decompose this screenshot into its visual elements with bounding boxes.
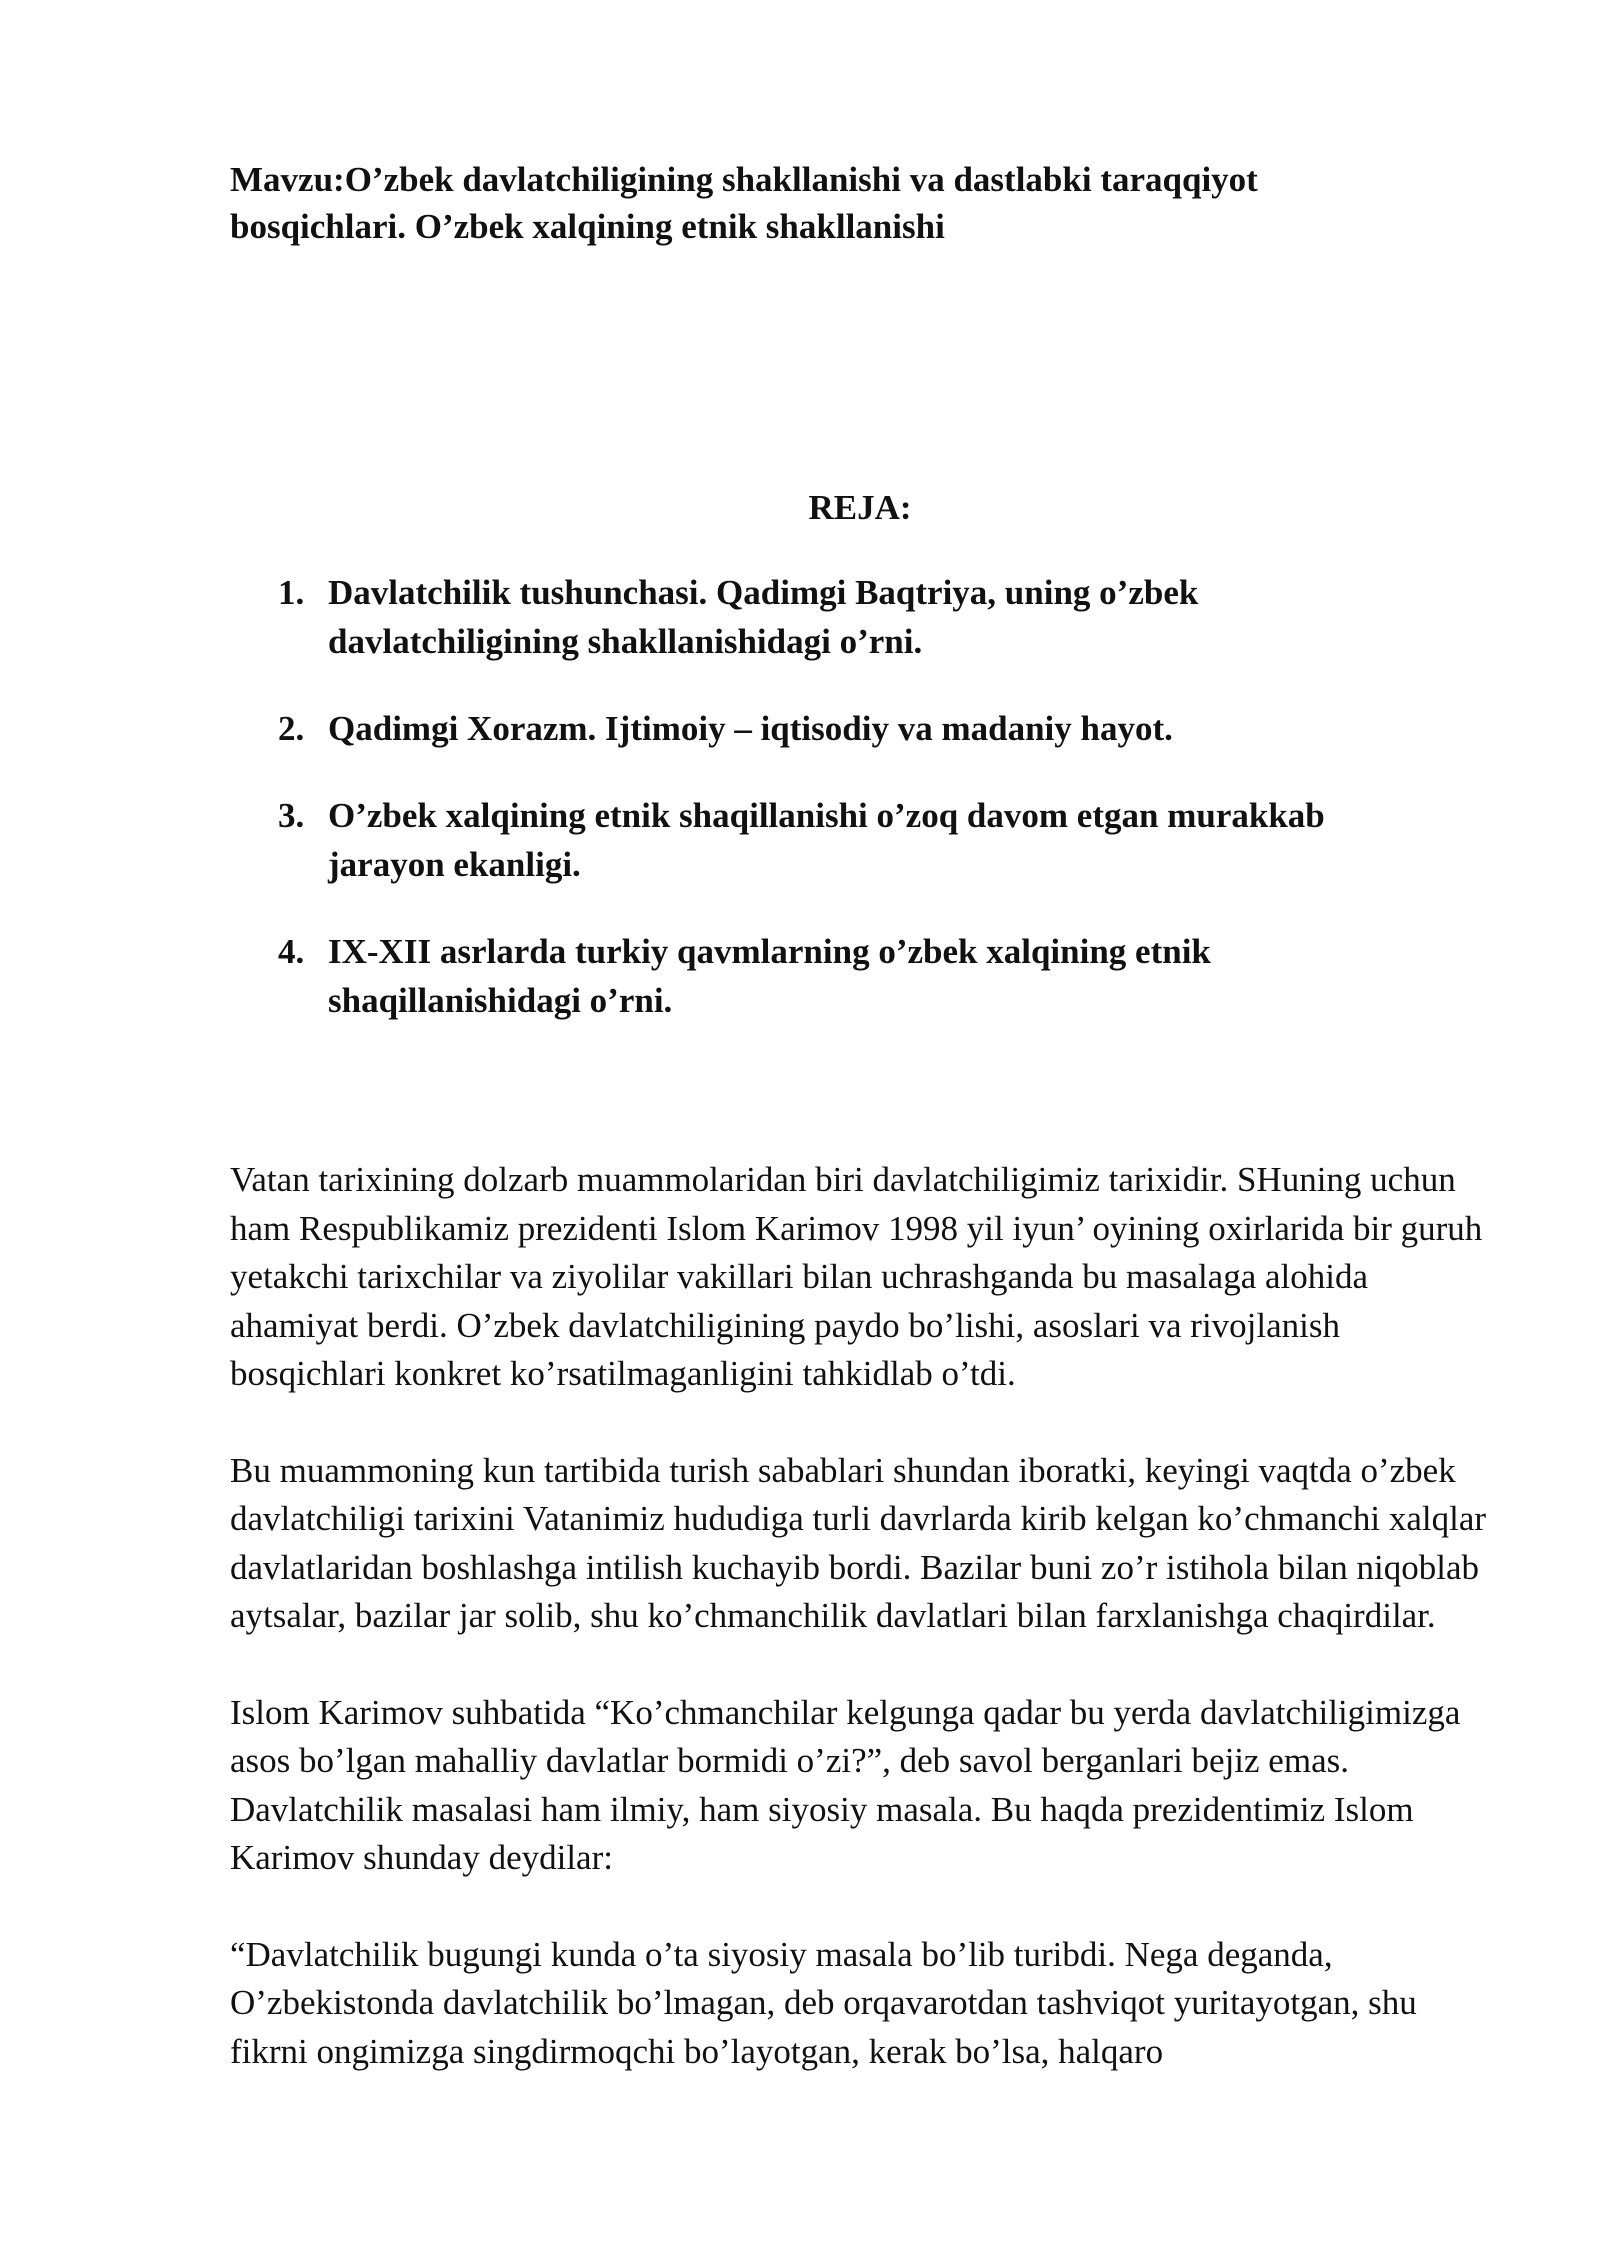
plan-item-number: 2. (278, 709, 305, 748)
plan-item-number: 1. (278, 573, 305, 612)
plan-list (278, 568, 1448, 1063)
plan-item-number: 3. (278, 796, 305, 835)
plan-heading: REJA: (808, 488, 912, 527)
plan-item-text: Davlatchilik tushunchasi. Qadimgi Baqtriya, uning o’zbek davlatchiligining shakllanishidagi o’rni. (328, 573, 1199, 661)
plan-item-number: 4. (278, 932, 305, 971)
plan-item (278, 568, 1448, 666)
plan-item-text: Qadimgi Xorazm. Ijtimoiy – iqtisodiy va madaniy hayot. (328, 709, 1173, 748)
plan-item (278, 704, 1448, 753)
body-text (230, 1156, 1500, 2124)
paragraph: Vatan tarixining dolzarb muammolaridan biri davlatchiligimiz tarixidir. SHuning uchun ham Respublikamiz prezidenti Islom Karimov 1998 yil iyun’ oyining oxirlarida bir guruh yetakchi tarixchilar va ziyolilar vakillari bilan uchrashganda bu masalaga alohida ahamiyat berdi. O’zbek davlatchiligining paydo bo’lishi, asoslari va rivojlanish bosqichlari konkret ko’rsatilmaganligini tahkidlab o’tdi. (230, 1160, 1483, 1393)
plan-item-text: IX-XII asrlarda turkiy qavmlarning o’zbek xalqining etnik shaqillanishidagi o’rni. (328, 932, 1211, 1020)
paragraph: Islom Karimov suhbatida “Ko’chmanchilar kelgunga qadar bu yerda davlatchiligimizga asos bo’lgan mahalliy davlatlar bormidi o’zi?”, deb savol berganlari bejiz emas. Davlatchilik masalasi ham ilmiy, ham siyosiy masala. Bu haqda prezidentimiz Islom Karimov shunday deydilar: (230, 1692, 1461, 1877)
paragraph: Bu muammoning kun tartibida turish sabablari shundan iboratki, keyingi vaqtda o’zbek davlatchiligi tarixini Vatanimiz hududiga turli davrlarda kirib kelgan ko’chmanchi xalqlar davlatlaridan boshlashga intilish kuchayib bordi. Bazilar buni zo’r istihola bilan niqoblab aytsalar, bazilar jar solib, shu ko’chmanchilik davlatlari bilan farxlanishga chaqirdilar. (230, 1450, 1487, 1635)
plan-item-text: O’zbek xalqining etnik shaqillanishi o’zoq davom etgan murakkab jarayon ekanligi. (328, 796, 1325, 884)
plan-item (278, 791, 1448, 889)
paragraph: “Davlatchilik bugungi kunda o’ta siyosiy masala bo’lib turibdi. Nega deganda, O’zbekistonda davlatchilik bo’lmagan, deb orqavarotdan tashviqot yuritayotgan, shu fikrni ongimizga singdirmoqchi bo’layotgan, kerak bo’lsa, halqaro (230, 1934, 1417, 2071)
plan-item (278, 927, 1448, 1025)
document-title: Mavzu:O’zbek davlatchiligining shakllanishi va dastlabki taraqqiyot bosqichlari. O’zbek xalqining etnik shakllanishi (230, 160, 1258, 246)
